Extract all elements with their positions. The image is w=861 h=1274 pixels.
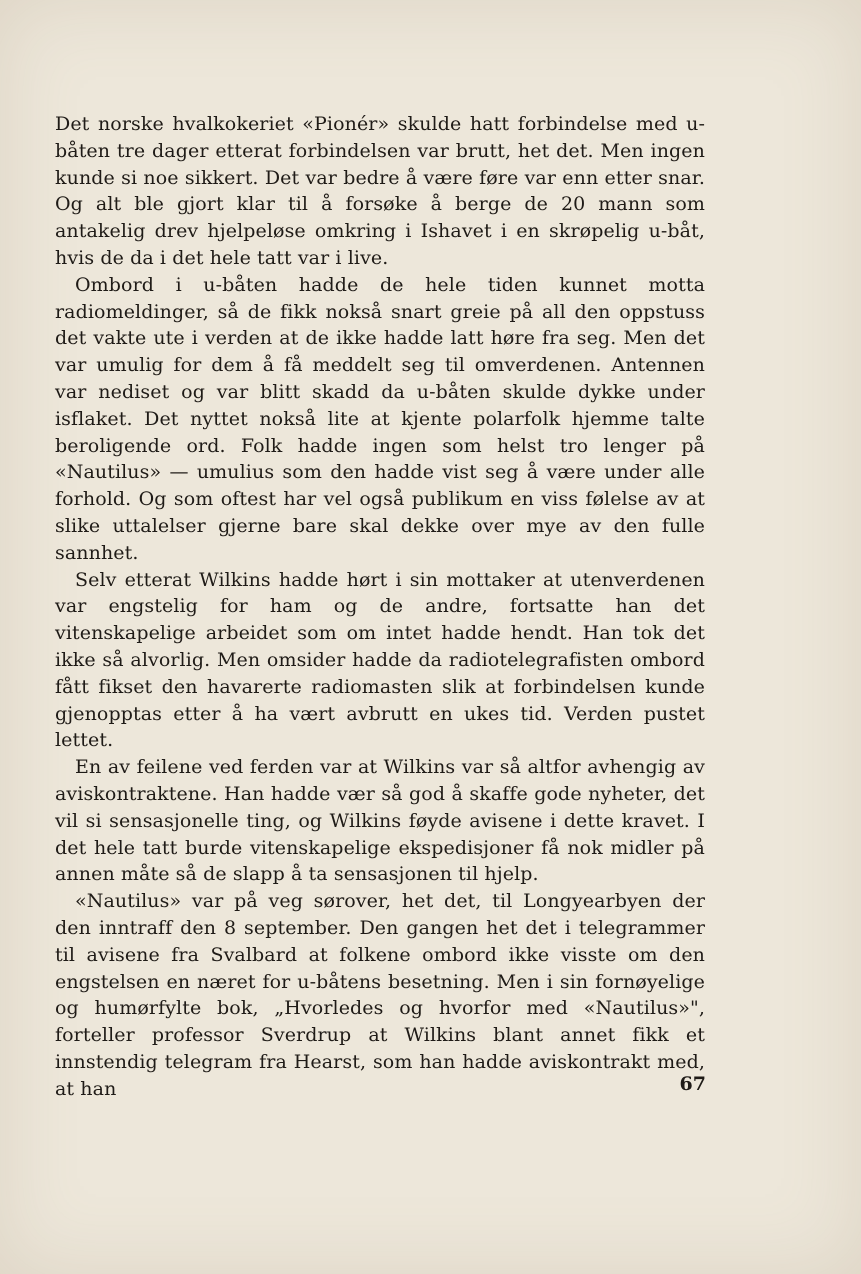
paragraph-4: En av feilene ved ferden var at Wilkins var så altfor avhengig av aviskontraktene. Han hadde vær så god å skaffe gode nyheter, det vil si sensasjonelle ting, og Wilkins føyde avisene i dette kravet. I det hele tatt burde vitenskapelige ekspedisjoner få nok midler på annen måte så de slapp å ta sensasjonen til hjelp. [55,756,705,886]
paragraph-2: Ombord i u-båten hadde de hele tiden kunnet motta radiomeldinger, så de fikk nokså snart greie på all den oppstuss det vakte ute i verden at de ikke hadde latt høre fra seg. Men det var umulig for dem å få meddelt seg til omverdenen. Antennen var nediset og var blitt skadd da u-båten skulde dykke under isflaket. Det nyttet nokså lite at kjente polarfolk hjemme talte beroligende ord. Folk hadde ingen som helst tro lenger på «Nautilus» — umulius som den hadde vist seg å være under alle forhold. Og som oftest har vel også publikum en viss følelse av at slike uttalelser gjerne bare skal dekke over mye av den fulle sannhet. [55,273,705,564]
paragraph-5: «Nautilus» var på veg sørover, het det, til Longyearbyen der den inntraff den 8 september. Den gangen het det i telegrammer til avisene fra Svalbard at folkene ombord ikke visste om den engstelsen en næret for u-båtens besetning. Men i sin fornøyelige og humørfylte bok, „Hvorledes og hvorfor med «Nautilus»", forteller professor Sverdrup at Wilkins blant annet fikk et innstendig telegram fra Hearst, som han hadde aviskontrakt med, at han [55,890,705,1100]
paragraph-3: Selv etterat Wilkins hadde hørt i sin mottaker at utenverdenen var engstelig for ham og de andre, fortsatte han det vitenskapelige arbeidet som om intet hadde hendt. Han tok det ikke så alvorlig. Men omsider hadde da radiotelegrafisten ombord fått fikset den havarerte radiomasten slik at forbindelsen kunde gjenopptas etter å ha vært avbrutt en ukes tid. Verden pustet lettet. [55,568,705,752]
body-text [55,111,705,1102]
page-number: 67 [679,1073,706,1095]
paragraph-1: Det norske hvalkokeriet «Pionér» skulde hatt forbindelse med u-båten tre dager etterat forbindelsen var brutt, het det. Men ingen kunde si noe sikkert. Det var bedre å være føre var enn etter snar. Og alt ble gjort klar til å forsøke å berge de 20 mann som antakelig drev hjelpeløse omkring i Ishavet i en skrøpelig u-båt, hvis de da i det hele tatt var i live. [55,113,705,269]
